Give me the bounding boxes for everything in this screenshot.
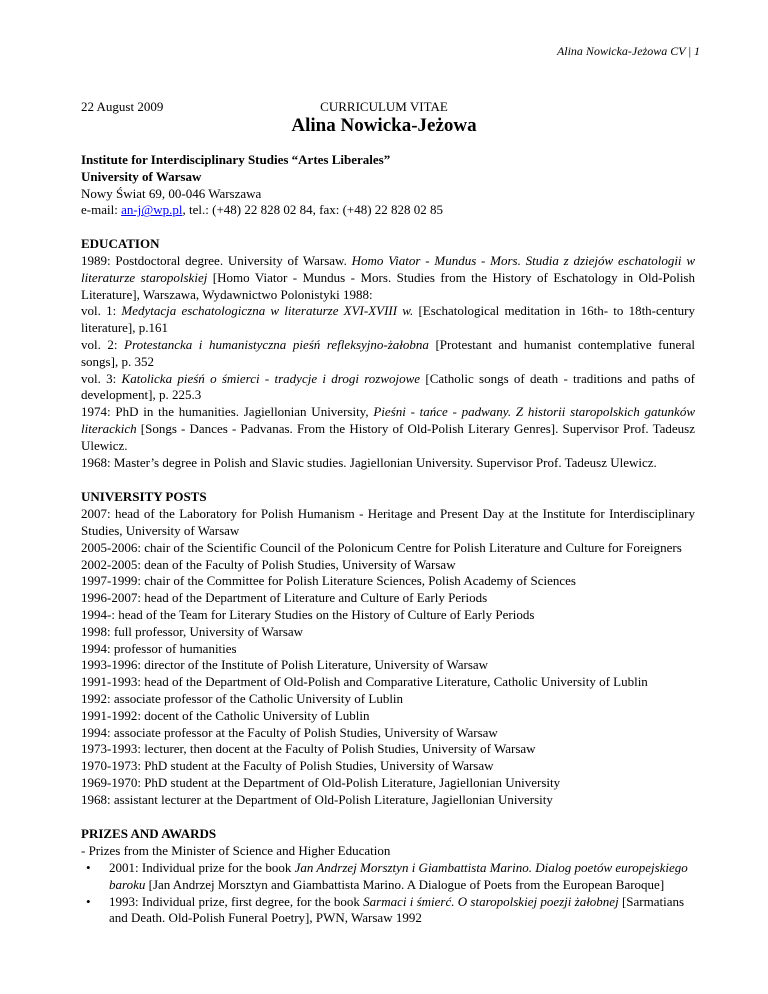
post-item: 1991-1992: docent of the Catholic University of Lublin: [81, 707, 370, 723]
post-item: 1994: associate professor at the Faculty of Polish Studies, University of Warsaw: [81, 724, 498, 740]
post-item: 2005-2006: chair of the Scientific Council of the Polonicum Centre for Polish Literature and Culture for Foreigners: [81, 539, 682, 555]
vol1-translation: [Eschatological meditation in 16th- to 18th-century literature], p.161: [81, 303, 695, 336]
vol1-title: Medytacja eschatologiczna w literaturze XVI-XVIII w.: [121, 303, 414, 319]
postal-address: Nowy Świat 69, 00-046 Warszawa: [81, 185, 262, 201]
vol3-translation: [Catholic songs of death - traditions and paths of development], p. 225.3: [81, 370, 696, 403]
vol2-label: vol. 2:: [81, 336, 125, 352]
post-item: 1973-1993: lecturer, then docent at the Faculty of Polish Studies, University of Warsaw: [81, 741, 536, 757]
post-item: 1997-1999: chair of the Committee for Polish Literature Sciences, Polish Academy of Sciences: [81, 573, 576, 589]
posts-list: [81, 506, 695, 808]
prize1-translation: [Jan Andrzej Morsztyn and Giambattista Marino. A Dialogue of Poets from the European Baroque]: [145, 876, 665, 892]
postdoc-text: 1989: Postdoctoral degree. University of Warsaw.: [81, 252, 352, 268]
email-prefix: e-mail:: [81, 202, 122, 218]
bullet-icon: •: [86, 893, 91, 909]
vol3-title: Katolicka pieśń o śmierci - tradycje i drogi rozwojowe: [121, 370, 421, 386]
phd-translation: [Songs - Dances - Padvanas. From the History of Old-Polish Literary Genres]. Supervisor Prof. Tadeusz Ulewicz.: [81, 420, 695, 453]
education-postdoc: [81, 253, 695, 303]
posts-heading: UNIVERSITY POSTS: [81, 489, 207, 505]
post-item: 1968: assistant lecturer at the Department of Old-Polish Literature, Jagiellonian University: [81, 791, 553, 807]
education-masters: 1968: Master’s degree in Polish and Slavic studies. Jagiellonian University. Supervisor Prof. Tadeusz Ulewicz.: [81, 454, 657, 470]
vol1-label: vol. 1:: [81, 303, 122, 319]
education-phd: [81, 404, 695, 454]
vol2-title: Protestancka i humanistyczna pieśń refleksyjno-żałobna: [124, 336, 429, 352]
phone-numbers: , tel.: (+48) 22 828 02 84, fax: (+48) 22 828 02 85: [182, 202, 444, 218]
prize2-text: 1993: Individual prize, first degree, for the book: [109, 893, 364, 909]
header-separator: |: [688, 44, 691, 58]
post-item: 1992: associate professor of the Catholic University of Lublin: [81, 690, 404, 706]
vol2-translation: [Protestant and humanist contemplative funeral songs], p. 352: [81, 336, 695, 369]
prize1-text: 2001: Individual prize for the book: [109, 860, 295, 876]
cv-label: CURRICULUM VITAE: [320, 99, 448, 114]
education-vol1: [81, 303, 695, 337]
page-number: 1: [694, 44, 700, 58]
phd-text: 1974: PhD in the humanities. Jagiellonian University,: [81, 404, 374, 420]
post-item: 2007: head of the Laboratory for Polish Humanism - Heritage and Present Day at the Institute for Interdisciplinary Studies, University of Warsaw: [81, 506, 695, 538]
person-name: Alina Nowicka-Jeżowa: [291, 115, 477, 136]
vol3-label: vol. 3:: [81, 370, 122, 386]
prize1-title: Jan Andrzej Morsztyn i Giambattista Marino. Dialog poetów europejskiego baroku: [109, 860, 688, 892]
post-item: 1993-1996: director of the Institute of Polish Literature, University of Warsaw: [81, 657, 489, 673]
contact-line: [81, 202, 695, 219]
post-item: 1996-2007: head of the Department of Literature and Culture of Early Periods: [81, 590, 488, 606]
post-item: 1994: professor of humanities: [81, 640, 237, 656]
post-item: 1998: full professor, University of Warsaw: [81, 623, 304, 639]
prize-item: [81, 894, 695, 928]
phd-title: Pieśni - tańce - padwany. Z historii staropolskich gatunków literackich: [81, 404, 695, 436]
post-item: 1991-1993: head of the Department of Old-Polish and Comparative Literature, Catholic University of Lublin: [81, 674, 648, 690]
prizes-list: [81, 860, 695, 927]
education-vol2: [81, 337, 695, 371]
post-item: 2002-2005: dean of the Faculty of Polish Studies, University of Warsaw: [81, 556, 456, 572]
document-date: 22 August 2009: [81, 99, 164, 114]
institute-name: Institute for Interdisciplinary Studies “Artes Liberales”: [81, 152, 391, 167]
education-heading: EDUCATION: [81, 236, 160, 252]
postdoc-title: Homo Viator - Mundus - Mors. Studia z dziejów eschatologii w literaturze staropolskiej: [81, 252, 695, 285]
prize-item: [81, 860, 695, 894]
postdoc-translation: [Homo Viator - Mundus - Mors. Studies from the History of Eschatology in Old-Polish Literature], Warszawa, Wydawnictwo Polonistyki 1988:: [81, 269, 695, 302]
university-name: University of Warsaw: [81, 168, 202, 184]
prize2-translation: [Sarmatians and Death. Old-Polish Funeral Poetry], PWN, Warsaw 1992: [109, 893, 685, 926]
email-link[interactable]: an-j@wp.pl: [121, 202, 183, 218]
prize2-title: Sarmaci i śmierć. O staropolskiej poezji żałobnej: [363, 893, 619, 909]
post-item: 1994-: head of the Team for Literary Studies on the History of Culture of Early Periods: [81, 606, 535, 622]
education-vol3: [81, 371, 695, 405]
running-header: [557, 44, 700, 59]
post-item: 1970-1973: PhD student at the Faculty of Polish Studies, University of Warsaw: [81, 758, 494, 774]
bullet-icon: •: [86, 860, 91, 876]
running-title: Alina Nowicka-Jeżowa CV: [556, 44, 686, 58]
prizes-intro: - Prizes from the Minister of Science and Higher Education: [81, 843, 391, 859]
post-item: 1969-1970: PhD student at the Department of Old-Polish Literature, Jagiellonian University: [81, 774, 561, 790]
prizes-heading: PRIZES AND AWARDS: [81, 826, 217, 842]
cv-content: [81, 152, 695, 927]
